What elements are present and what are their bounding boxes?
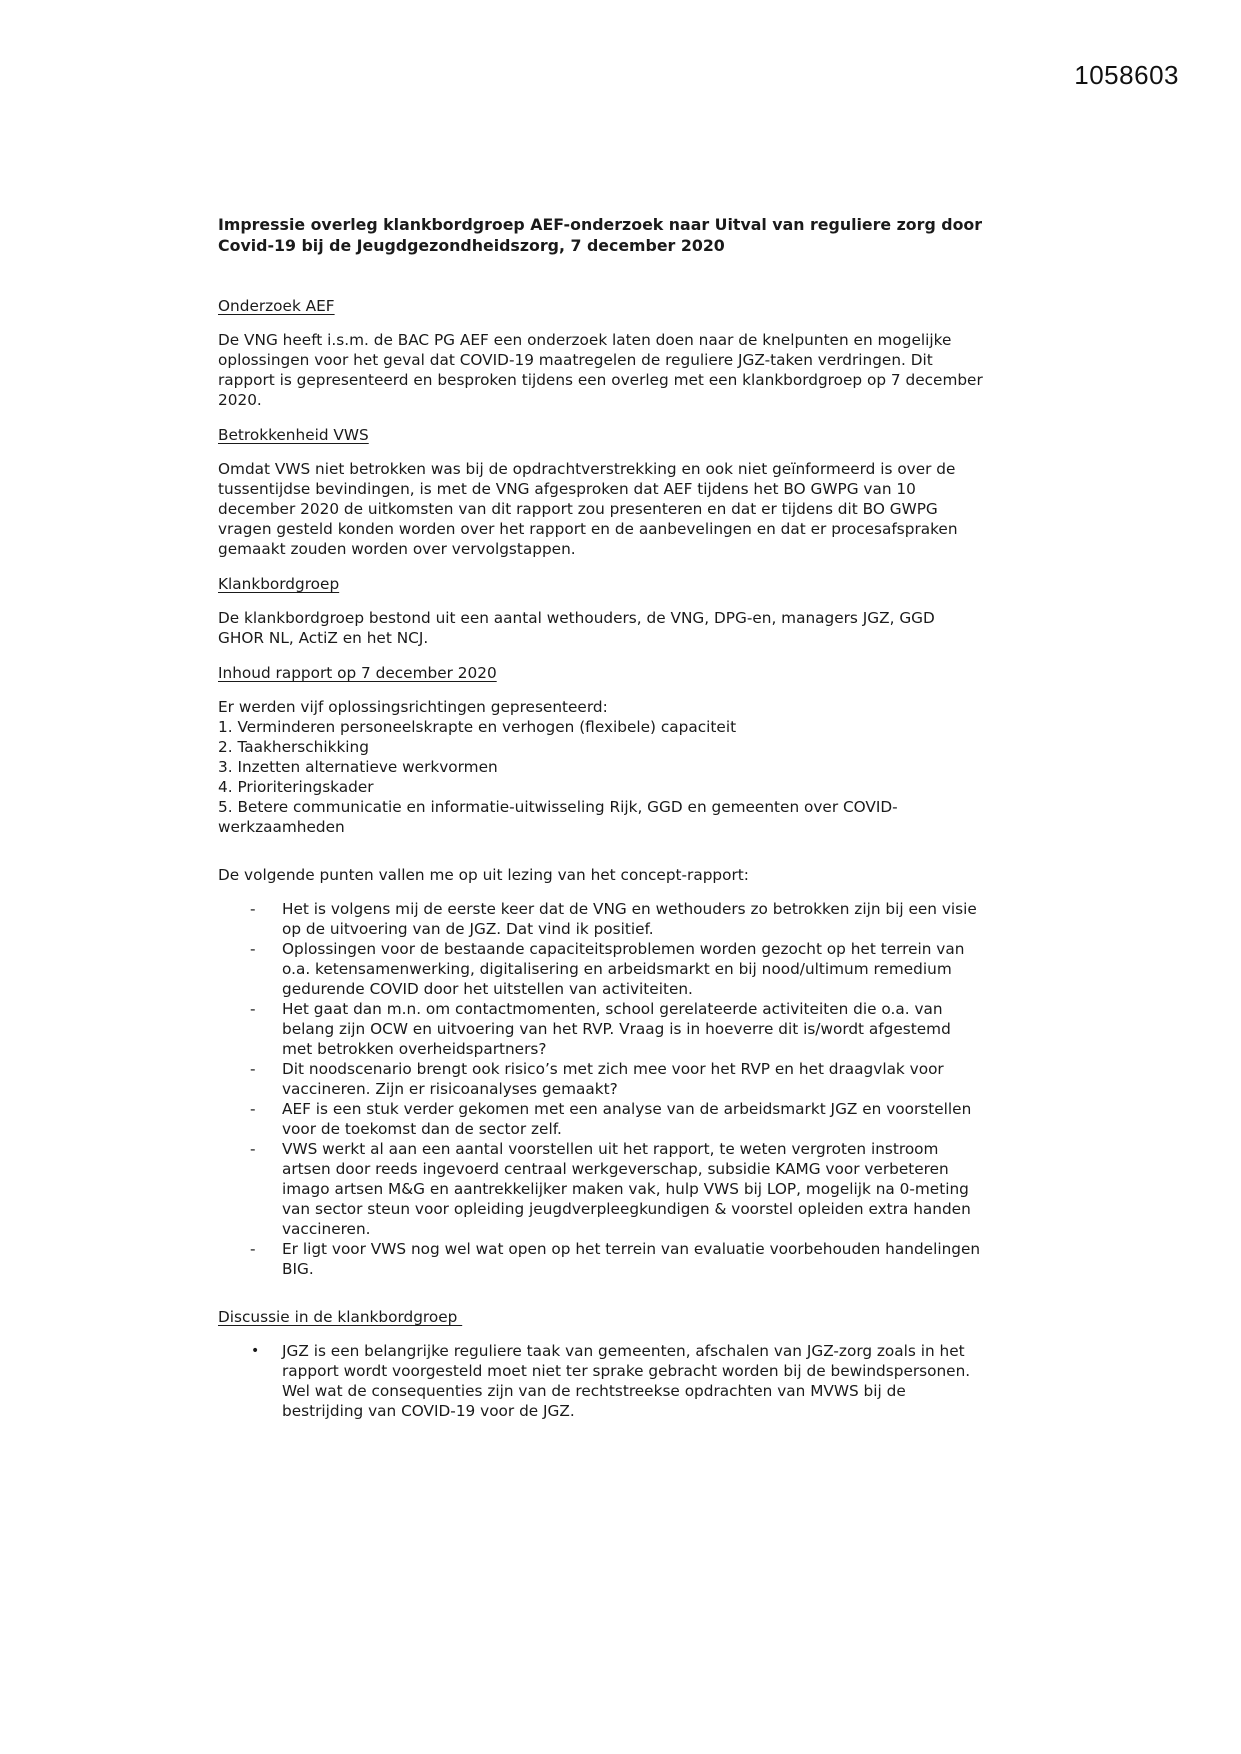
dash-marker: -	[250, 940, 256, 958]
dash-marker: -	[250, 1240, 256, 1258]
document-number: 1058603	[1074, 60, 1179, 90]
list-item	[218, 1341, 1038, 1421]
heading-betrokkenheid-vws: Betrokkenheid VWS	[218, 426, 369, 444]
heading-inhoud-rapport: Inhoud rapport op 7 december 2020	[218, 664, 497, 682]
list-item: 1. Verminderen personeelskrapte en verhogen (flexibele) capaciteit	[218, 718, 737, 736]
discussie-list	[218, 1341, 1038, 1421]
list-item	[218, 1099, 1038, 1139]
paragraph-klankbordgroep: De klankbordgroep bestond uit een aantal wethouders, de VNG, DPG-en, managers JGZ, GGD GHOR NL, ActiZ en het NCJ.	[218, 609, 935, 647]
opvallend-intro: De volgende punten vallen me op uit lezing van het concept-rapport:	[218, 866, 749, 884]
opvallend-list	[218, 899, 1038, 1279]
list-item-text: Dit noodscenario brengt ook risico’s met zich mee voor het RVP en het draagvlak voor vaccineren. Zijn er risicoanalyses gemaakt?	[282, 1060, 944, 1098]
dash-marker: -	[250, 1000, 256, 1018]
dash-marker: -	[250, 1100, 256, 1118]
bullet-marker: •	[251, 1343, 260, 1359]
list-item-text: AEF is een stuk verder gekomen met een analyse van de arbeidsmarkt JGZ en voorstellen voor de toekomst dan de sector zelf.	[282, 1100, 972, 1138]
list-item-text: JGZ is een belangrijke reguliere taak van gemeenten, afschalen van JGZ-zorg zoals in het rapport wordt voorgesteld moet niet ter sprake gebracht worden bij de bewindspersonen. Wel wat de consequenties zijn van de rechtstreekse opdrachten van MVWS bij de bestrijding van COVID-19 voor de JGZ.	[282, 1342, 971, 1420]
list-item: 3. Inzetten alternatieve werkvormen	[218, 758, 498, 776]
inhoud-intro: Er werden vijf oplossingsrichtingen gepresenteerd:	[218, 698, 608, 716]
list-item	[218, 939, 1038, 999]
list-item-text: Oplossingen voor de bestaande capaciteitsproblemen worden gezocht op het terrein van o.a. ketensamenwerking, digitalisering en arbeidsmarkt en bij nood/ultimum remedium gedurende COVID door het uitstellen van activiteiten.	[282, 940, 965, 998]
list-item-text: Er ligt voor VWS nog wel wat open op het terrein van evaluatie voorbehouden handelingen BIG.	[282, 1240, 981, 1278]
dash-marker: -	[250, 1060, 256, 1078]
list-item-text: Het is volgens mij de eerste keer dat de VNG en wethouders zo betrokken zijn bij een visie op de uitvoering van de JGZ. Dat vind ik positief.	[282, 900, 977, 938]
paragraph-onderzoek-aef: De VNG heeft i.s.m. de BAC PG AEF een onderzoek laten doen naar de knelpunten en mogelijke oplossingen voor het geval dat COVID-19 maatregelen de reguliere JGZ-taken verdringen. Dit rapport is gepresenteerd en besproken tijdens een overleg met een klankbordgroep op 7 december 2020.	[218, 331, 983, 409]
list-item-text: VWS werkt al aan een aantal voorstellen uit het rapport, te weten vergroten instroom artsen door reeds ingevoerd centraal werkgeverschap, subsidie KAMG voor verbeteren imago artsen M&G en aantrekkelijker maken vak, hulp VWS bij LOP, mogelijk na 0-meting van sector steun voor opleiding jeugdverpleegkundigen & voorstel opleiden extra handen vaccineren.	[282, 1140, 971, 1238]
list-item	[218, 1239, 1038, 1279]
list-item	[218, 999, 1038, 1059]
list-item: 2. Taakherschikking	[218, 738, 369, 756]
list-item	[218, 899, 1038, 939]
heading-klankbordgroep: Klankbordgroep	[218, 575, 340, 593]
list-item-text: Het gaat dan m.n. om contactmomenten, school gerelateerde activiteiten die o.a. van belang zijn OCW en uitvoering van het RVP. Vraag is in hoeverre dit is/wordt afgestemd met betrokken overheidspartners?	[282, 1000, 951, 1058]
list-item	[218, 1059, 1038, 1099]
dash-marker: -	[250, 900, 256, 918]
heading-discussie: Discussie in de klankbordgroep	[218, 1308, 463, 1326]
document-page	[218, 214, 1038, 1421]
list-item: 4. Prioriteringskader	[218, 778, 374, 796]
dash-marker: -	[250, 1140, 256, 1158]
list-item: 5. Betere communicatie en informatie-uitwisseling Rijk, GGD en gemeenten over COVID- werkzaamheden	[218, 798, 898, 836]
oplossingsrichtingen-list	[218, 717, 1038, 837]
list-item	[218, 1139, 1038, 1239]
heading-onderzoek-aef: Onderzoek AEF	[218, 297, 335, 315]
paragraph-betrokkenheid-vws: Omdat VWS niet betrokken was bij de opdrachtverstrekking en ook niet geïnformeerd is over de tussentijdse bevindingen, is met de VNG afgesproken dat AEF tijdens het BO GWPG van 10 december 2020 de uitkomsten van dit rapport zou presenteren en dat er tijdens dit BO GWPG vragen gesteld konden worden over het rapport en de aanbevelingen en dat er procesafspraken gemaakt zouden worden over vervolgstappen.	[218, 460, 958, 558]
document-title: Impressie overleg klankbordgroep AEF-onderzoek naar Uitval van reguliere zorg door Covid-19 bij de Jeugdgezondheidszorg, 7 december 2020	[218, 215, 983, 255]
